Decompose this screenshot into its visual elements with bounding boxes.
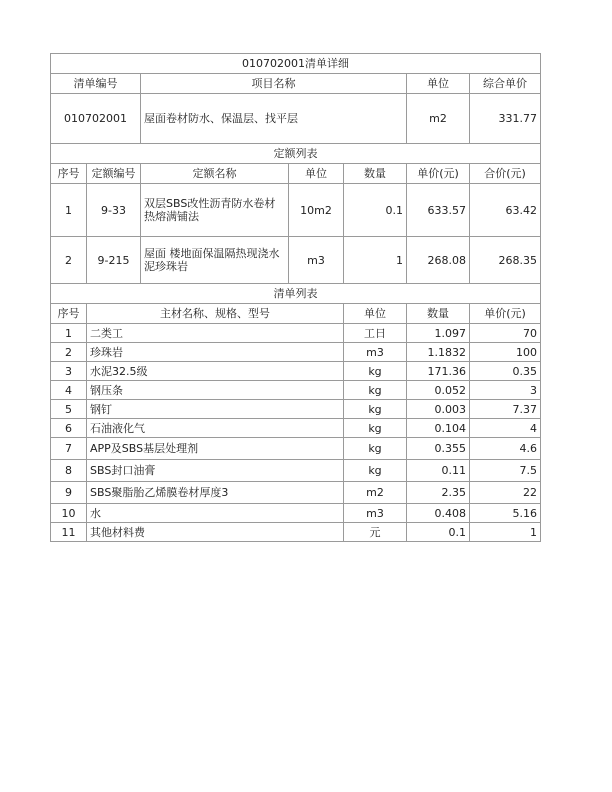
table-row (51, 460, 541, 482)
mat-cell-unitprice: 70 (470, 324, 541, 343)
mat-cell-name: 水 (87, 504, 344, 523)
materials-section-title: 清单列表 (51, 284, 541, 304)
quota-cell-qty: 1 (344, 237, 407, 284)
table-row (51, 482, 541, 504)
mat-cell-index: 9 (51, 482, 87, 504)
col-header-name: 项目名称 (141, 74, 407, 94)
mat-cell-name: 石油液化气 (87, 419, 344, 438)
mat-cell-unitprice: 4 (470, 419, 541, 438)
mat-cell-unitprice: 5.16 (470, 504, 541, 523)
mat-cell-index: 2 (51, 343, 87, 362)
mat-cell-name: SBS封口油膏 (87, 460, 344, 482)
mat-col-unitprice: 单价(元) (470, 304, 541, 324)
mat-cell-qty: 0.003 (407, 400, 470, 419)
mat-cell-name: 珍珠岩 (87, 343, 344, 362)
mat-cell-unit: kg (344, 362, 407, 381)
table-row (51, 523, 541, 542)
mat-cell-unit: m2 (344, 482, 407, 504)
table-row (51, 504, 541, 523)
mat-cell-qty: 1.097 (407, 324, 470, 343)
table-row (51, 381, 541, 400)
mat-cell-name: 二类工 (87, 324, 344, 343)
table-row (51, 362, 541, 381)
col-header-unit: 单位 (407, 74, 470, 94)
table-row (51, 419, 541, 438)
mat-cell-index: 4 (51, 381, 87, 400)
table-row (51, 400, 541, 419)
mat-cell-qty: 0.355 (407, 438, 470, 460)
mat-cell-qty: 0.052 (407, 381, 470, 400)
quota-cell-name: 双层SBS改性沥青防水卷材热熔满铺法 (141, 184, 289, 237)
mat-cell-unitprice: 1 (470, 523, 541, 542)
bill-detail-table (50, 53, 541, 542)
quota-cell-total: 63.42 (470, 184, 541, 237)
mat-cell-unitprice: 3 (470, 381, 541, 400)
col-header-code: 清单编号 (51, 74, 141, 94)
mat-cell-unitprice: 0.35 (470, 362, 541, 381)
quota-cell-unitprice: 633.57 (407, 184, 470, 237)
mat-col-qty: 数量 (407, 304, 470, 324)
mat-cell-unit: kg (344, 438, 407, 460)
mat-cell-qty: 2.35 (407, 482, 470, 504)
item-name: 屋面卷材防水、保温层、找平层 (141, 94, 407, 144)
mat-cell-unitprice: 22 (470, 482, 541, 504)
table-row (51, 324, 541, 343)
col-header-price: 综合单价 (470, 74, 541, 94)
mat-cell-index: 1 (51, 324, 87, 343)
mat-cell-index: 11 (51, 523, 87, 542)
mat-cell-index: 8 (51, 460, 87, 482)
mat-cell-unit: 工日 (344, 324, 407, 343)
mat-cell-unitprice: 4.6 (470, 438, 541, 460)
table-row (51, 343, 541, 362)
quota-cell-qty: 0.1 (344, 184, 407, 237)
mat-cell-name: SBS聚脂胎乙烯膜卷材厚度3 (87, 482, 344, 504)
quota-cell-unit: m3 (289, 237, 344, 284)
quota-section-title: 定额列表 (51, 144, 541, 164)
mat-cell-qty: 0.11 (407, 460, 470, 482)
quota-cell-index: 1 (51, 184, 87, 237)
table-row (51, 237, 541, 284)
mat-cell-unitprice: 100 (470, 343, 541, 362)
mat-cell-qty: 0.104 (407, 419, 470, 438)
mat-cell-name: 钢压条 (87, 381, 344, 400)
quota-col-code: 定额编号 (87, 164, 141, 184)
mat-cell-unit: kg (344, 400, 407, 419)
mat-cell-unit: m3 (344, 504, 407, 523)
mat-col-index: 序号 (51, 304, 87, 324)
mat-cell-index: 7 (51, 438, 87, 460)
quota-cell-code: 9-33 (87, 184, 141, 237)
mat-cell-unit: kg (344, 460, 407, 482)
quota-col-total: 合价(元) (470, 164, 541, 184)
quota-cell-index: 2 (51, 237, 87, 284)
mat-cell-index: 6 (51, 419, 87, 438)
mat-cell-qty: 0.1 (407, 523, 470, 542)
quota-cell-unitprice: 268.08 (407, 237, 470, 284)
quota-cell-code: 9-215 (87, 237, 141, 284)
mat-cell-name: 水泥32.5级 (87, 362, 344, 381)
quota-col-name: 定额名称 (141, 164, 289, 184)
item-code: 010702001 (51, 94, 141, 144)
quota-cell-name: 屋面 楼地面保温隔热现浇水泥珍珠岩 (141, 237, 289, 284)
table-title: 010702001清单详细 (51, 54, 541, 74)
mat-cell-index: 3 (51, 362, 87, 381)
mat-cell-unit: kg (344, 419, 407, 438)
mat-cell-unit: kg (344, 381, 407, 400)
quota-col-qty: 数量 (344, 164, 407, 184)
quota-cell-unit: 10m2 (289, 184, 344, 237)
mat-cell-unitprice: 7.37 (470, 400, 541, 419)
mat-cell-name: APP及SBS基层处理剂 (87, 438, 344, 460)
mat-col-name: 主材名称、规格、型号 (87, 304, 344, 324)
item-price: 331.77 (470, 94, 541, 144)
mat-cell-unit: 元 (344, 523, 407, 542)
mat-cell-qty: 171.36 (407, 362, 470, 381)
quota-col-unitprice: 单价(元) (407, 164, 470, 184)
mat-cell-qty: 1.1832 (407, 343, 470, 362)
table-row (51, 184, 541, 237)
quota-col-index: 序号 (51, 164, 87, 184)
mat-cell-name: 其他材料费 (87, 523, 344, 542)
mat-cell-unitprice: 7.5 (470, 460, 541, 482)
mat-cell-qty: 0.408 (407, 504, 470, 523)
mat-cell-index: 10 (51, 504, 87, 523)
quota-cell-total: 268.35 (470, 237, 541, 284)
mat-cell-name: 钢钉 (87, 400, 344, 419)
mat-col-unit: 单位 (344, 304, 407, 324)
quota-col-unit: 单位 (289, 164, 344, 184)
mat-cell-unit: m3 (344, 343, 407, 362)
table-row (51, 438, 541, 460)
mat-cell-index: 5 (51, 400, 87, 419)
item-unit: m2 (407, 94, 470, 144)
